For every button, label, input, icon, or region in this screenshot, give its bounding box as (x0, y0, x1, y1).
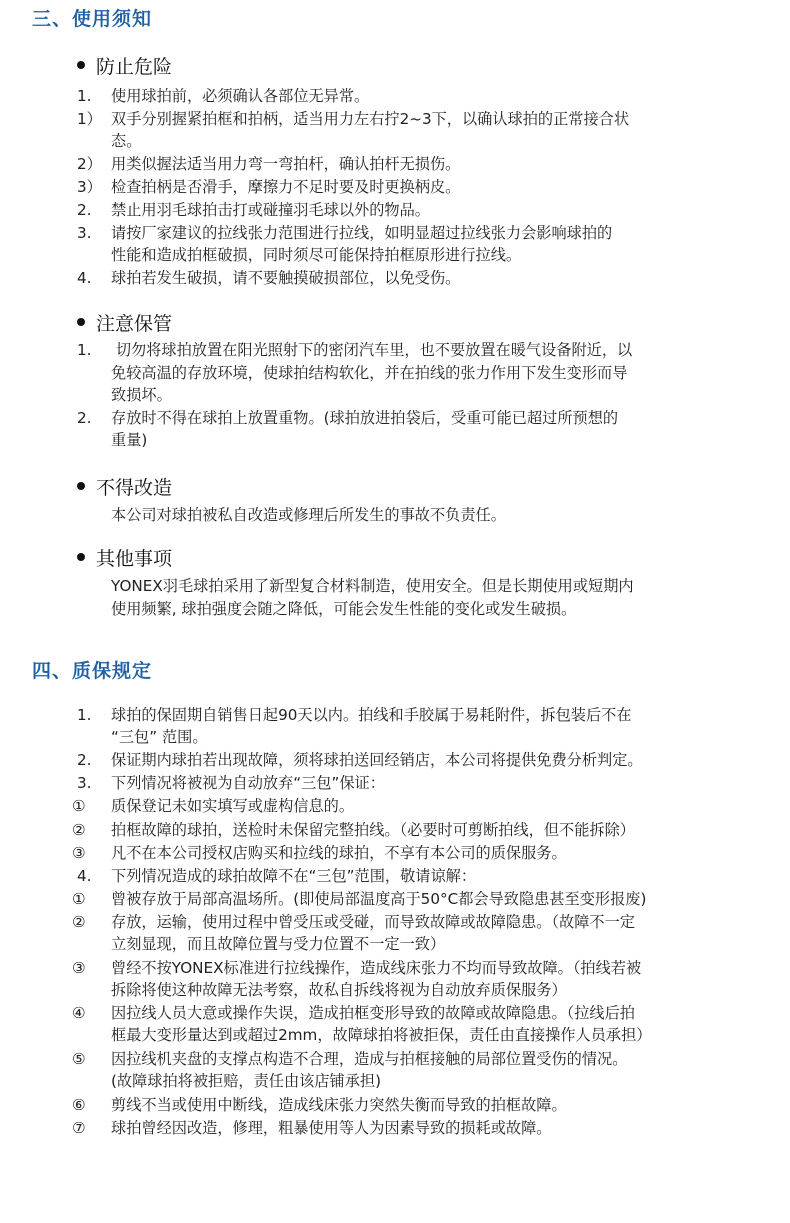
danger-heading: 防止危险 (96, 56, 173, 78)
item-text: 因拉线人员大意或操作失误，造成拍框变形导致的故障或故障隐患。（拉线后拍 (111, 1004, 635, 1022)
item-number: 3. (77, 224, 92, 242)
item-text: 球拍曾经因改造，修理，粗暴使用等人为因素导致的损耗或故障。 (111, 1119, 552, 1137)
item-number: ③ (72, 959, 86, 977)
item-text: 致损坏。 (111, 386, 172, 404)
item-number: ② (72, 821, 86, 839)
item-text: 使用球拍前，必须确认各部位无异常。 (111, 87, 370, 105)
item-text: 重量) (111, 431, 148, 449)
item-number: ③ (72, 844, 86, 862)
item-text: 立刻显现，而且故障位置与受力位置不一定一致） (111, 935, 446, 953)
item-text: 框最大变形量达到或超过2mm，故障球拍将被拒保，责任由直接操作人员承担） (111, 1026, 652, 1044)
item-text: 保证期内球拍若出现故障，须将球拍送回经销店，本公司将提供免费分析判定。 (111, 751, 643, 769)
bullet-icon (77, 553, 85, 561)
item-number: ④ (72, 1004, 86, 1022)
bullet-icon (77, 482, 85, 490)
item-text: 态。 (111, 132, 142, 150)
section-usage-title: 三、使用须知 (32, 8, 153, 30)
item-text: 双手分别握紧拍框和拍柄，适当用力左右拧2~3下，以确认球拍的正常接合状 (111, 110, 630, 128)
item-text: 拍框故障的球拍，送检时未保留完整拍线。（必要时可剪断拍线，但不能拆除） (111, 821, 635, 839)
item-text: 剪线不当或使用中断线，造成线床张力突然失衡而导致的拍框故障。 (111, 1096, 567, 1114)
item-text: 用类似握法适当用力弯一弯拍杆，确认拍杆无损伤。 (111, 155, 461, 173)
storage-heading: 注意保管 (96, 313, 173, 335)
item-text: 性能和造成拍框破损，同时须尽可能保持拍框原形进行拉线。 (111, 246, 522, 264)
item-number: 1. (77, 706, 92, 724)
item-text: “三包” 范围。 (111, 728, 208, 746)
bullet-icon (77, 318, 85, 326)
item-text: 存放，运输，使用过程中曾受压或受碰，而导致故障或故障隐患。（故障不一定 (111, 913, 635, 931)
item-number: 1. (77, 87, 92, 105)
modify-heading: 不得改造 (96, 477, 173, 499)
item-text: 曾经不按YONEX标准进行拉线操作，造成线床张力不均而导致故障。（拍线若被 (111, 959, 642, 977)
other-text: YONEX羽毛球拍采用了新型复合材料制造，使用安全。但是长期使用或短期内 (111, 577, 634, 595)
item-text: 球拍若发生破损，请不要触摸破损部位，以免受伤。 (111, 269, 461, 287)
item-number: 3. (77, 774, 92, 792)
item-text: 禁止用羽毛球拍击打或碰撞羽毛球以外的物品。 (111, 201, 430, 219)
item-number: 2） (77, 155, 102, 173)
section-warranty-title: 四、质保规定 (32, 660, 153, 682)
item-text: 因拉线机夹盘的支撑点构造不合理，造成与拍框接触的局部位置受伤的情况。 (111, 1050, 628, 1068)
item-text: 球拍的保固期自销售日起90天以内。拍线和手胶属于易耗附件，拆包装后不在 (111, 706, 632, 724)
item-text: 质保登记未如实填写或虚构信息的。 (111, 797, 354, 815)
item-text: 凡不在本公司授权店购买和拉线的球拍，不享有本公司的质保服务。 (111, 844, 567, 862)
item-text: 免较高温的存放环境，使球拍结构软化，并在拍线的张力作用下发生变形而导 (111, 364, 628, 382)
item-number: ② (72, 913, 86, 931)
item-text: 下列情况造成的球拍故障不在“三包”范围，敬请谅解： (111, 867, 477, 885)
item-number: 2. (77, 751, 92, 769)
item-text: 拆除将使这种故障无法考察，故私自拆线将视为自动放弃质保服务） (111, 981, 567, 999)
item-number: 3） (77, 178, 102, 196)
item-text: 存放时不得在球拍上放置重物。(球拍放进拍袋后，受重可能已超过所预想的 (111, 409, 619, 427)
item-number: ⑦ (72, 1119, 86, 1137)
item-number: 2. (77, 201, 92, 219)
item-text: 曾被存放于局部高温场所。(即使局部温度高于50°C都会导致隐患甚至变形报废) (111, 890, 647, 908)
item-number: 4. (77, 867, 92, 885)
other-text: 使用频繁, 球拍强度会随之降低，可能会发生性能的变化或发生破损。 (111, 600, 577, 618)
item-number: ⑤ (72, 1050, 86, 1068)
bullet-icon (77, 61, 85, 69)
item-text: 下列情况将被视为自动放弃“三包”保证： (111, 774, 385, 792)
item-number: 2. (77, 409, 92, 427)
other-heading: 其他事项 (96, 548, 173, 570)
item-text: 请按厂家建议的拉线张力范围进行拉线，如明显超过拉线张力会影响球拍的 (111, 224, 613, 242)
item-number: 4. (77, 269, 92, 287)
item-number: 1） (77, 110, 102, 128)
item-number: ① (72, 797, 86, 815)
item-text: 切勿将球拍放置在阳光照射下的密闭汽车里，也不要放置在暖气设备附近，以 (111, 341, 633, 359)
item-number: ① (72, 890, 86, 908)
item-text: 检查拍柄是否滑手，摩擦力不足时要及时更换柄皮。 (111, 178, 461, 196)
modify-text: 本公司对球拍被私自改造或修理后所发生的事故不负责任。 (111, 506, 506, 524)
item-number: 1. (77, 341, 92, 359)
item-number: ⑥ (72, 1096, 86, 1114)
item-text: (故障球拍将被拒赔，责任由该店铺承担) (111, 1072, 382, 1090)
